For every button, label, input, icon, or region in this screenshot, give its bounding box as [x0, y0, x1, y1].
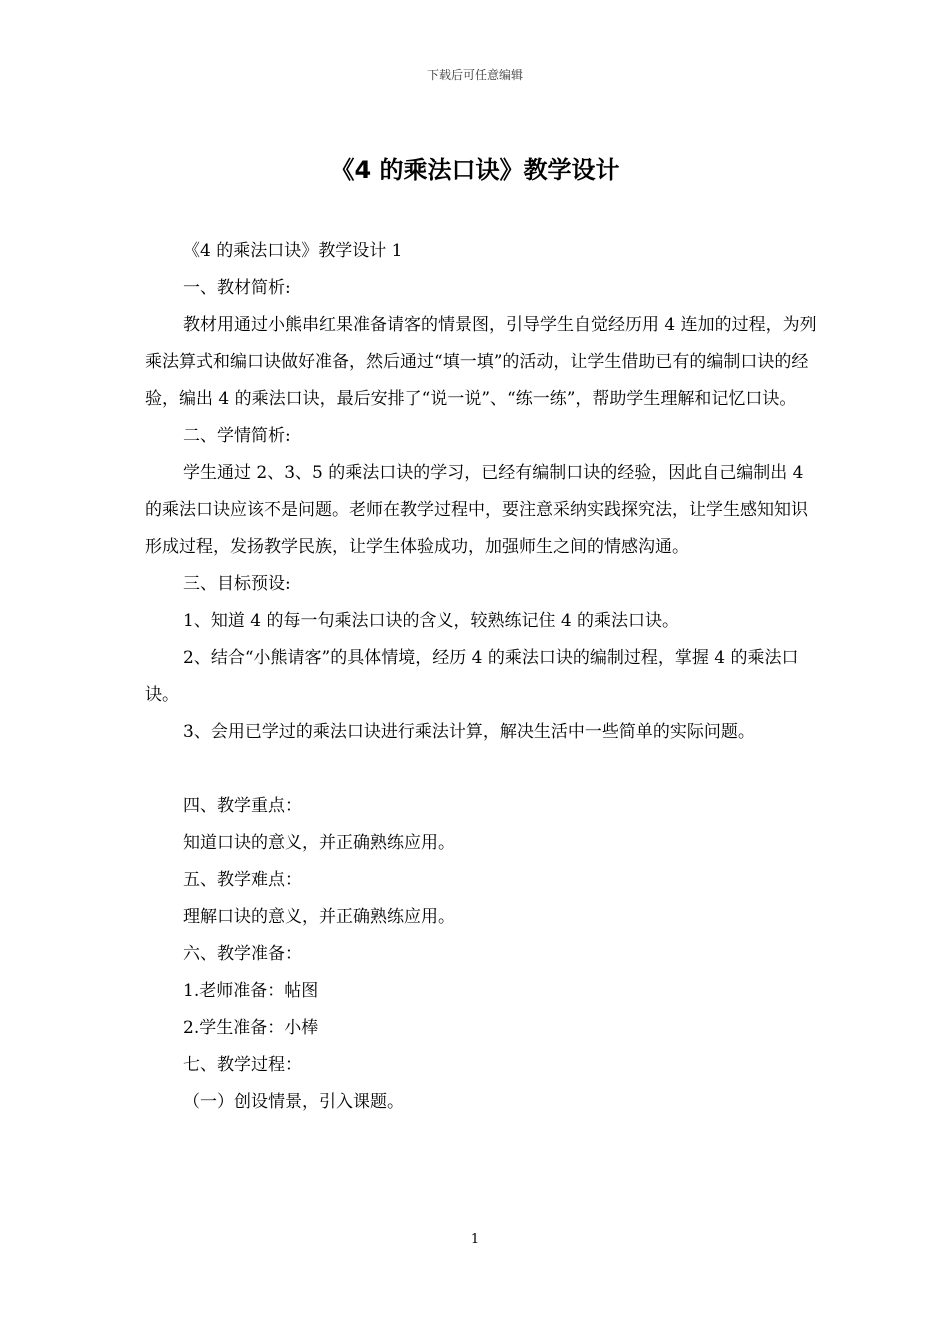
paragraph: 理解口诀的意义，并正确熟练应用。 [183, 907, 455, 927]
page-number: 1 [470, 1232, 480, 1247]
paragraph: 2.学生准备：小棒 [183, 1018, 319, 1038]
section-heading: 三、目标预设: [183, 574, 291, 594]
section-heading: 五、教学难点： [183, 870, 302, 890]
section-heading: 二、学情简析: [183, 426, 291, 446]
section-heading: 四、教学重点： [183, 796, 302, 816]
paragraph: 《4 的乘法口诀》教学设计 1 [183, 241, 403, 261]
section-heading: 一、教材简析: [183, 278, 291, 298]
blank-line [145, 751, 817, 788]
paragraph: 教材用通过小熊串红果准备请客的情景图，引导学生自觉经历用 4 连加的过程，为列乘法算式和编口诀做好准备，然后通过“填一填”的活动，让学生借助已有的编制口诀的经验，编出 4 的乘法口诀，最后安排了“说一说”、“练一练”，帮助学生理解和记忆口诀。 [145, 315, 817, 409]
paragraph: 1.老师准备：帖图 [183, 981, 319, 1001]
paragraph: 学生通过 2、3、5 的乘法口诀的学习，已经有编制口诀的经验，因此自己编制出 4 的乘法口诀应该不是问题。老师在教学过程中，要注意采纳实践探究法，让学生感知知识形成过程，发扬教学民族，让学生体验成功，加强师生之间的情感沟通。 [145, 463, 808, 557]
section-heading: 六、教学准备： [183, 944, 302, 964]
page-header-note: 下载后可任意编辑 [426, 68, 523, 82]
paragraph: 3、会用已学过的乘法口诀进行乘法计算，解决生活中一些简单的实际问题。 [183, 722, 755, 742]
paragraph: 2、结合“小熊请客”的具体情境，经历 4 的乘法口诀的编制过程，掌握 4 的乘法口诀。 [145, 648, 799, 705]
paragraph: 知道口诀的意义，并正确熟练应用。 [183, 833, 455, 853]
paragraph: 1、知道 4 的每一句乘法口诀的含义，较熟练记住 4 的乘法口诀。 [183, 611, 680, 631]
paragraph: （一）创设情景，引入课题。 [183, 1092, 404, 1112]
document-title: 《4 的乘法口诀》教学设计 [330, 156, 620, 184]
section-heading: 七、教学过程： [183, 1055, 302, 1075]
document-body [145, 233, 817, 1121]
